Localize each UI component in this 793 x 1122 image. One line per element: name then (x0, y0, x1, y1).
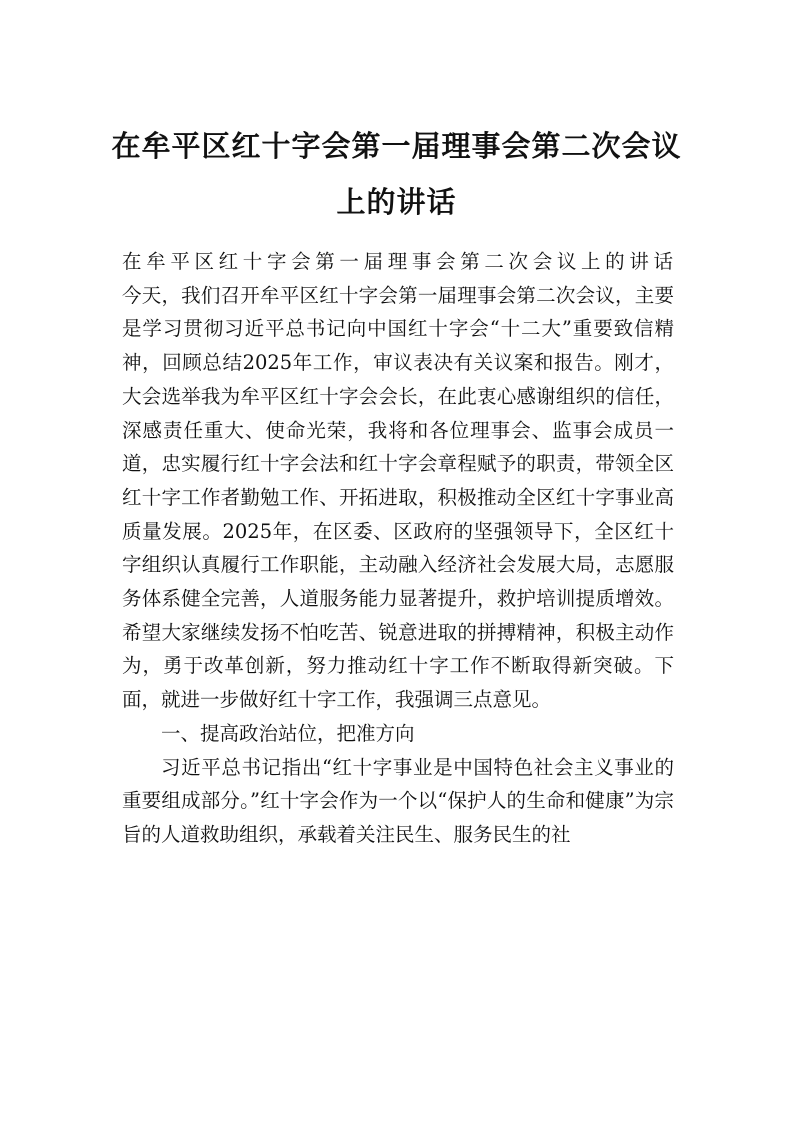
paragraph-intro: 今天，我们召开牟平区红十字会第一届理事会第二次会议，主要是学习贯彻习近平总书记向中国红十字会“十二大”重要致信精神，回顾总结2025年工作，审议表决有关议案和报告。刚才，大会选举我为牟平区红十字会会长，在此衷心感谢组织的信任，深感责任重大、使命光荣，我将和各位理事会、监事会成员一道，忠实履行红十字会法和红十字会章程赋予的职责，带领全区红十字工作者勤勉工作、开拓进取，积极推动全区红十字事业高质量发展。2025年，在区委、区政府的坚强领导下，全区红十字组织认真履行工作职能，主动融入经济社会发展大局，志愿服务体系健全完善，人道服务能力显著提升，救护培训提质增效。希望大家继续发扬不怕吃苦、锐意进取的拼搏精神，积极主动作为，勇于改革创新，努力推动红十字工作不断取得新突破。下面，就进一步做好红十字工作，我强调三点意见。 (122, 283, 674, 712)
document-body (122, 245, 674, 852)
paragraph-section-1: 习近平总书记指出“红十字事业是中国特色社会主义事业的重要组成部分。”红十字会作为一个以“保护人的生命和健康”为宗旨的人道救助组织，承载着关注民生、服务民生的社 (122, 755, 674, 846)
document-title: 在牟平区红十字会第一届理事会第二次会议上的讲话 (111, 129, 682, 219)
section-heading-1: 一、提高政治站位，把准方向 (161, 721, 415, 745)
paragraph-heading-line: 在牟平区红十字会第一届理事会第二次会议上的讲话 (122, 250, 674, 273)
